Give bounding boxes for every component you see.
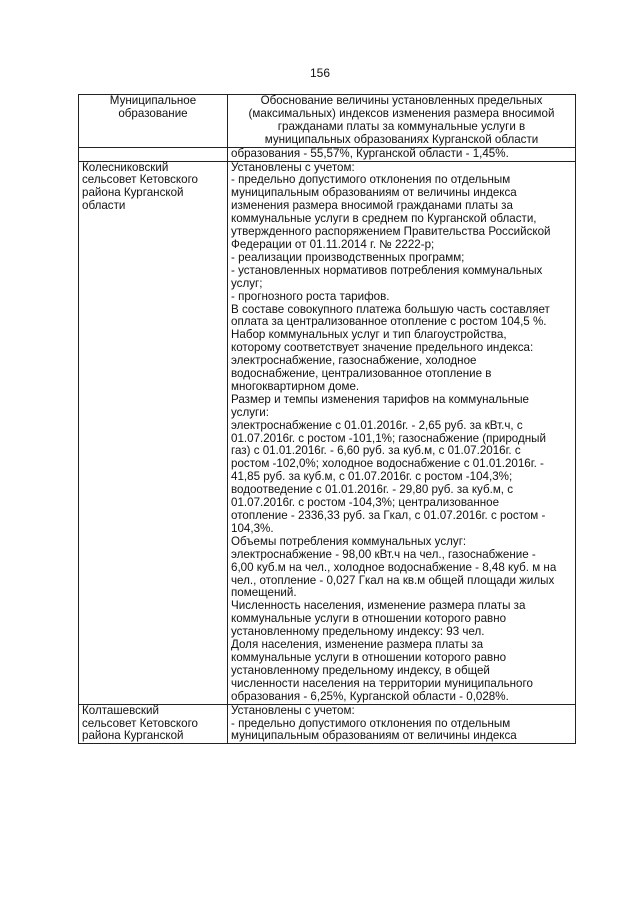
municipality-name-line: Колташевский [82, 704, 159, 717]
justification-line: - предельно допустимого отклонения по отдельным [231, 717, 511, 730]
municipality-name-line: района Курганской [82, 187, 184, 200]
justification-line: - предельно допустимого отклонения по отдельным [231, 174, 511, 187]
justification-line: образования - 6,25%, Курганской области - 0,028%. [231, 690, 509, 703]
justification-line: 01.07.2016г. с ростом -104,3%; централизованное [231, 497, 500, 510]
continuation-empty-cell [79, 147, 228, 161]
justification-line: 01.07.2016г. с ростом -101,1%; газоснабжение (природный [231, 432, 546, 445]
justification-line: Размер и темпы изменения тарифов на коммунальные [231, 393, 529, 406]
justification-line: установленному предельному индексу, в общей [231, 664, 490, 677]
justification-line: - установленных нормативов потребления коммунальных [231, 264, 543, 277]
justification-line: Численность населения, изменение размера платы за [231, 600, 526, 613]
justification-line: коммунальные услуги в отношении которого равно [231, 651, 507, 664]
justification-line: многоквартирном доме. [231, 380, 360, 393]
municipality-name-line: сельсовет Кетовского [82, 717, 199, 730]
justification-line: электроснабжение, газоснабжение, холодное [231, 355, 477, 368]
continuation-row [79, 147, 576, 161]
justification-cell [228, 704, 576, 744]
justification-line: электроснабжение с 01.01.2016г. - 2,65 руб. за кВт.ч, с [231, 419, 523, 432]
justification-line: - реализации производственных программ; [231, 251, 465, 264]
justification-line: Установлены с учетом: [231, 704, 355, 717]
justification-line: установленному предельному индексу: 93 чел. [231, 626, 485, 639]
continuation-line: образования - 55,57%, Курганской области - 1,45%. [231, 147, 509, 160]
header-line: муниципальных образованиях Курганской области [264, 133, 539, 146]
table-row [79, 704, 576, 744]
header-line: (максимальных) индексов изменения размера вносимой [248, 107, 555, 120]
header-municipality [79, 95, 228, 148]
continuation-text [228, 147, 576, 161]
justification-line: Установлены с учетом: [231, 161, 355, 174]
justification-line: чел., отопление - 0,027 Гкал на кв.м общей площади жилых [231, 574, 555, 587]
justification-line: ростом -102,0%; холодное водоснабжение с 01.01.2016г. - [231, 458, 544, 471]
justification-line: газ) с 01.01.2016г. - 6,60 руб. за куб.м, с 01.07.2016г. с [231, 445, 521, 458]
justification-line: коммунальные услуги в среднем по Курганской области, [231, 213, 537, 226]
justification-line: 6,00 куб.м на чел., холодное водоснабжение - 8,48 куб. м на [231, 561, 557, 574]
justification-line: услуги: [231, 406, 269, 419]
justification-line: Федерации от 01.11.2014 г. № 2222-р; [231, 238, 435, 251]
municipality-cell [79, 161, 228, 704]
municipality-name-line: области [82, 200, 126, 213]
justification-line: водоснабжение, централизованное отопление в [231, 368, 492, 381]
header-line: образование [118, 107, 188, 120]
justification-line: утвержденного распоряжением Правительства Российской [231, 226, 551, 239]
justification-line: численности населения на территории муниципального [231, 677, 533, 690]
justification-line: В составе совокупного платежа большую часть составляет [231, 303, 550, 316]
municipality-name-line: сельсовет Кетовского [82, 174, 199, 187]
header-justification [228, 95, 576, 148]
table-row [79, 161, 576, 704]
header-line: гражданами платы за коммунальные услуги в [277, 120, 526, 133]
justification-line: которому соответствует значение предельного индекса: [231, 342, 534, 355]
justification-line: изменения размера вносимой гражданами платы за [231, 200, 513, 213]
justification-line: Объемы потребления коммунальных услуг: [231, 535, 467, 548]
justification-cell [228, 161, 576, 704]
justification-line: услуг; [231, 277, 263, 290]
municipality-name-line: Колесниковский [82, 161, 169, 174]
justification-line: муниципальным образованиям от величины индекса [231, 187, 517, 200]
justification-line: отопление - 2336,33 руб. за Гкал, с 01.07.2016г. с ростом - [231, 510, 546, 522]
justification-line: водоотведение с 01.01.2016г. - 29,80 руб. за куб.м, с [231, 484, 514, 497]
justification-line: коммунальные услуги в отношении которого равно [231, 613, 507, 626]
page-number: 156 [309, 66, 331, 80]
justification-line: Набор коммунальных услуг и тип благоустройства, [231, 329, 507, 342]
justification-line: 104,3%. [231, 522, 274, 535]
header-line: Обоснование величины установленных предельных [260, 95, 543, 107]
justification-line: помещений. [231, 587, 297, 600]
municipality-cell [79, 704, 228, 744]
index-justification-table [78, 94, 576, 744]
justification-line: электроснабжение - 98,00 кВт.ч на чел., газоснабжение - [231, 548, 536, 561]
table-header-row [79, 95, 576, 148]
justification-line: муниципальным образованиям от величины индекса [231, 730, 517, 743]
municipality-name-line: района Курганской [82, 730, 184, 743]
justification-line: Доля населения, изменение размера платы за [231, 639, 484, 652]
justification-line: оплата за централизованное отопление с ростом 104,5 %. [231, 316, 547, 329]
justification-line: 41,85 руб. за куб.м, с 01.07.2016г. с ростом -104,3%; [231, 471, 513, 484]
header-line: Муниципальное [109, 95, 197, 107]
justification-line: - прогнозного роста тарифов. [231, 290, 390, 303]
